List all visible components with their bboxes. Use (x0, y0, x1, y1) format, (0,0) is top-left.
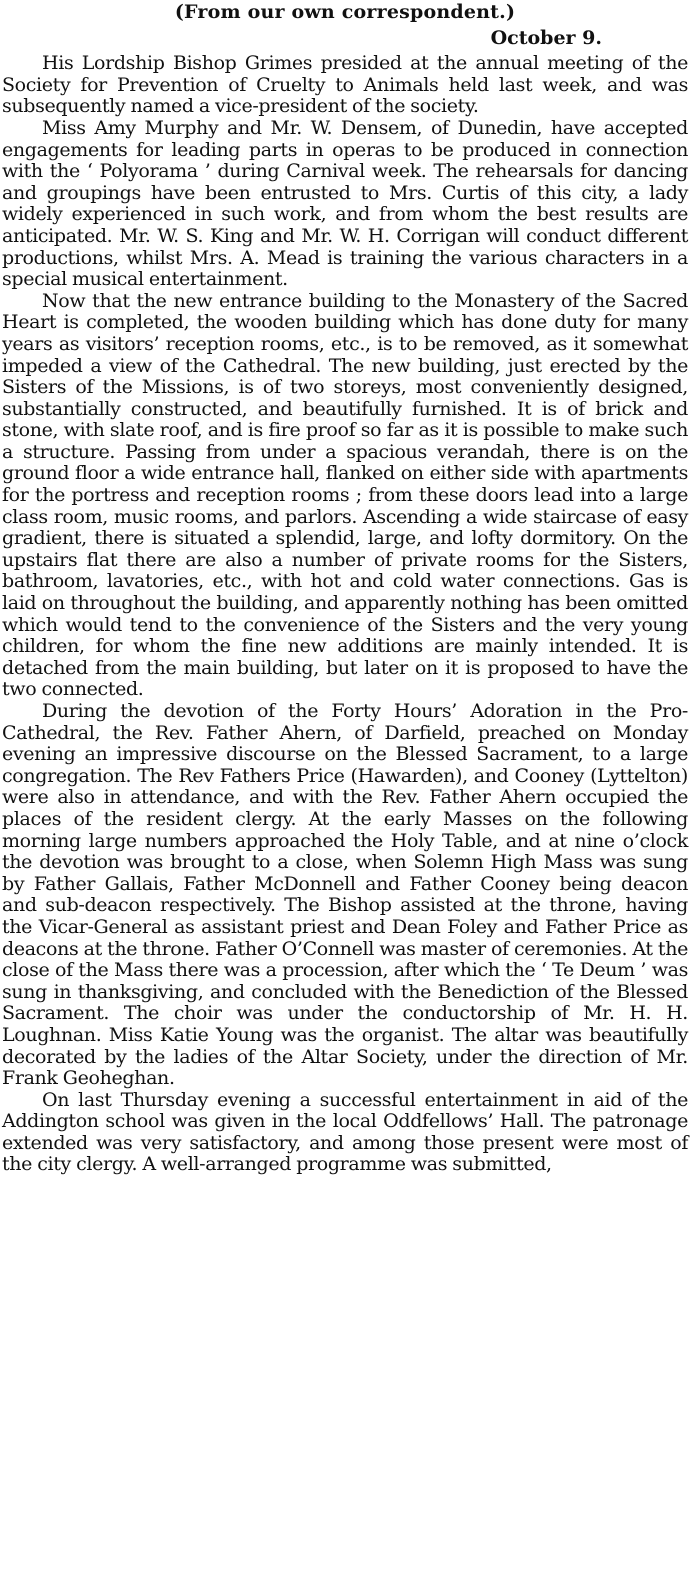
correspondent-heading: (From our own correspondent.) (174, 1, 516, 23)
paragraph-addington-entertainment: On last Thursday evening a successful entertainment in aid of the Addington school was given in the local Oddfellows’ Hall. The patronage extended was very satisfactory, and among those present were most of the city clergy. A well-arranged programme was submitted, (2, 1088, 688, 1176)
paragraph-forty-hours: During the devotion of the Forty Hours’ Adoration in the Pro-Cathedral, the Rev. Father Ahern, of Darfield, preached on Monday evening an impressive discourse on the Blessed Sacrament, to a large congregation. The Rev Fathers Price (Hawarden), and Cooney (Lyttelton) were also in attendance, and with the Rev. Father Ahern occupied the places of the resident clergy. At the early Masses on the following morning large numbers approached the Holy Table, and at nine o’clock the devotion was brought to a close, when Solemn High Mass was sung by Father Gallais, Father McDonnell and Father Cooney being deacon and sub-deacon respectively. The Bishop assisted at the throne, having the Vicar-General as assistant priest and Dean Foley and Father Price as deacons at the throne. Father O’Connell was master of ceremonies. At the close of the Mass there was a procession, after which the ‘ Te Deum ’ was sung in thanksgiving, and concluded with the Benediction of the Blessed Sacrament. The choir was under the conductorship of Mr. H. H. Loughnan. Miss Katie Young was the organist. The altar was beautifully decorated by the ladies of the Altar Society, under the direction of Mr. Frank Geoheghan. (2, 700, 688, 1090)
dateline: October 9. (490, 26, 602, 49)
paragraph-society-meeting: His Lordship Bishop Grimes presided at the annual meeting of the Society for Prevention of Cruelty to Animals held last week, and was subsequently named a vice-president of the society. (2, 52, 688, 118)
paragraph-polyorama: Miss Amy Murphy and Mr. W. Densem, of Dunedin, have accepted engagements for leading parts in operas to be produced in connection with the ‘ Polyorama ’ during Carnival week. The rehearsals for dancing and groupings have been entrusted to Mrs. Curtis of this city, a lady widely experienced in such work, and from whom the best results are anticipated. Mr. W. S. King and Mr. W. H. Corrigan will conduct different productions, whilst Mrs. A. Mead is training the various characters in a special musical entertainment. (2, 116, 688, 291)
paragraph-monastery-building: Now that the new entrance building to the Monastery of the Sacred Heart is completed, the wooden building which has done duty for many years as visitors’ reception rooms, etc., is to be removed, as it somewhat impeded a view of the Cathedral. The new building, just erected by the Sisters of the Missions, is of two storeys, most conveniently designed, substantially constructed, and beautifully furnished. It is of brick and stone, with slate roof, and is fire proof so far as it is possible to make such a structure. Passing from under a spacious verandah, there is on the ground floor a wide entrance hall, flanked on either side with apartments for the portress and reception rooms ; from these doors lead into a large class room, music rooms, and parlors. Ascending a wide staircase of easy gradient, there is situated a splendid, large, and lofty dormitory. On the upstairs flat there are also a number of private rooms for the Sisters, bathroom, lavatories, etc., with hot and cold water connections. Gas is laid on throughout the building, and apparently nothing has been omitted which would tend to the convenience of the Sisters and the very young children, for whom the fine new additions are mainly intended. It is detached from the main building, but later on it is proposed to have the two connected. (2, 289, 688, 701)
